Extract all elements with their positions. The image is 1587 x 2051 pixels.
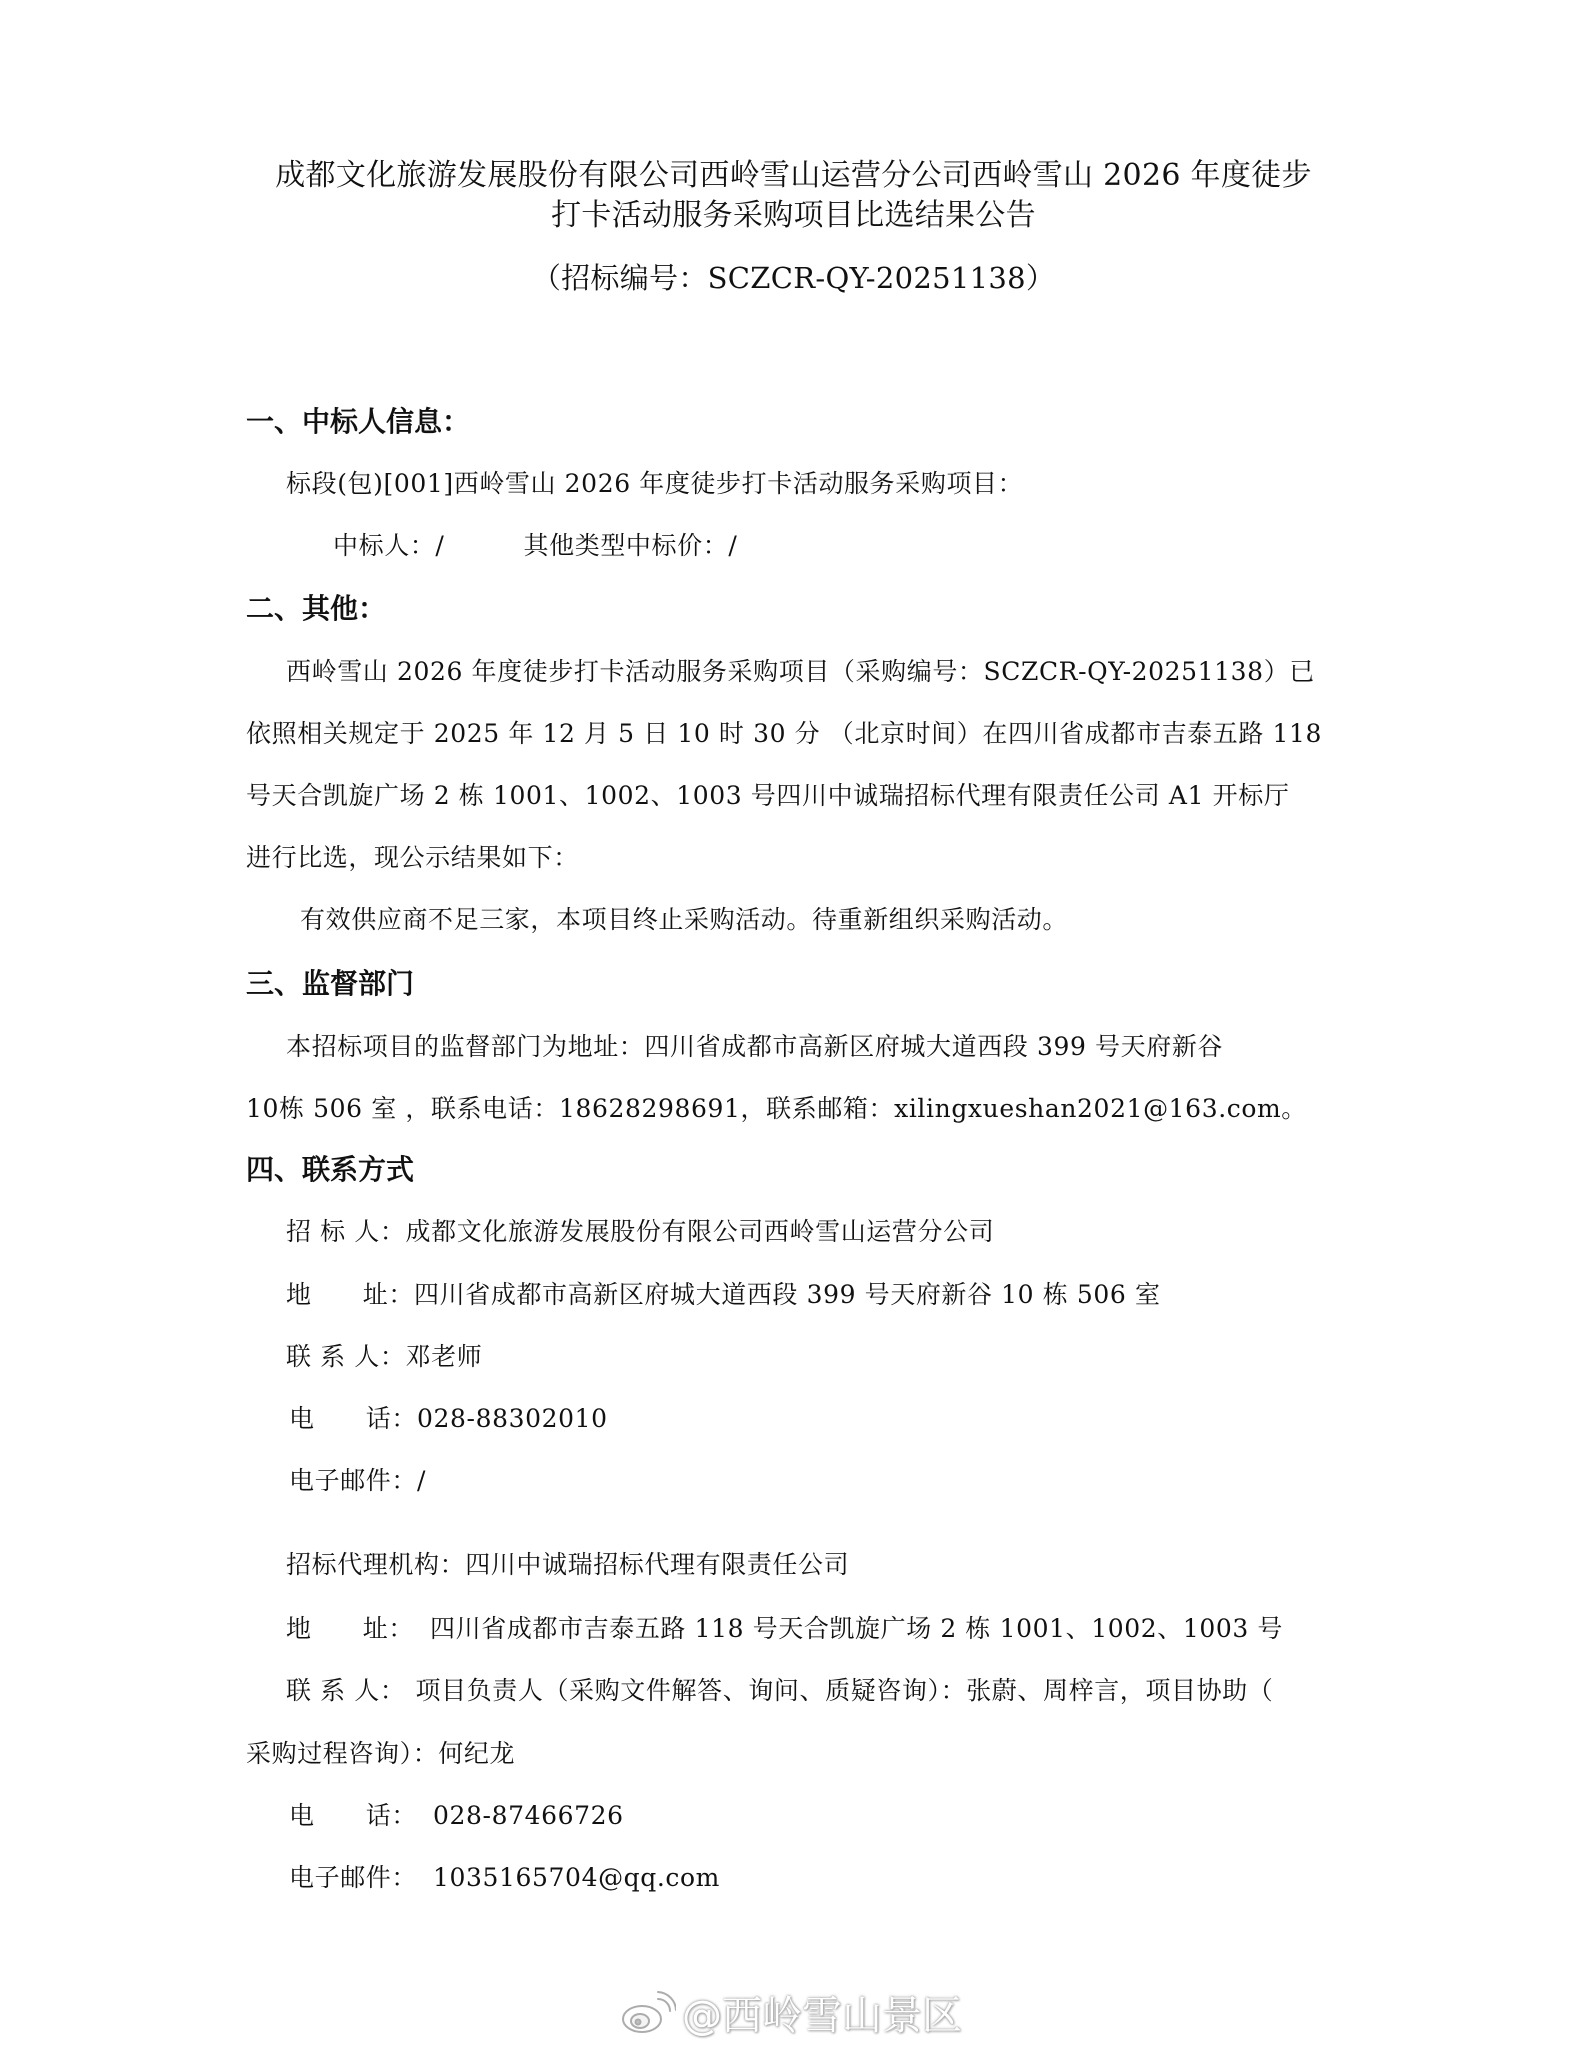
section2-line-4: 进行比选，现公示结果如下： <box>246 843 579 872</box>
section2-line-3: 号天合凯旋广场 2 栋 1001、1002、1003 号四川中诚瑞招标代理有限责任公司 A1 开标厅 <box>246 781 1290 810</box>
agency-contact-value-1: 项目负责人（采购文件解答、询问、质疑咨询）：张蔚、周梓言，项目协助（ <box>415 1676 1274 1705</box>
agency-email-row <box>289 1865 720 1890</box>
agency-email-value: 1035165704@qq.com <box>433 1863 720 1892</box>
agency-email-label: 电子邮件： <box>289 1863 418 1892</box>
price-value: / <box>728 531 738 560</box>
winner-value: / <box>435 531 445 560</box>
title-line-2: 打卡活动服务采购项目比选结果公告 <box>551 198 1036 233</box>
section1-winner-row <box>333 533 737 558</box>
tenderer-name-label: 招 标 人： <box>286 1217 406 1246</box>
section1-heading: 一、中标人信息： <box>246 405 471 438</box>
tenderer-address-label: 地 址： <box>286 1280 415 1309</box>
agency-phone-value: 028-87466726 <box>433 1801 624 1830</box>
section3-heading: 三、监督部门 <box>246 967 415 1000</box>
tenderer-address-value: 四川省成都市高新区府城大道西段 399 号天府新谷 10 栋 506 室 <box>414 1280 1161 1309</box>
agency-name-label: 招标代理机构： <box>286 1550 466 1579</box>
agency-name-value: 四川中诚瑞招标代理有限责任公司 <box>465 1550 850 1579</box>
tenderer-name-row <box>286 1219 994 1244</box>
section1-lot: 标段(包)[001]西岭雪山 2026 年度徒步打卡活动服务采购项目： <box>286 469 1024 498</box>
tenderer-phone-label: 电 话： <box>289 1404 418 1433</box>
watermark-text: @西岭雪山景区 <box>682 1992 962 2039</box>
tenderer-phone-row <box>289 1406 608 1431</box>
agency-contact-row <box>286 1678 1273 1703</box>
agency-address-row <box>286 1616 1283 1641</box>
agency-phone-label: 电 话： <box>289 1801 418 1830</box>
section4-heading: 四、联系方式 <box>246 1153 415 1186</box>
tenderer-name-value: 成都文化旅游发展股份有限公司西岭雪山运营分公司 <box>405 1217 995 1246</box>
tenderer-contact-value: 邓老师 <box>405 1342 483 1371</box>
tender-code: （招标编号：SCZCR-QY-20251138） <box>531 261 1056 295</box>
weibo-watermark <box>620 1988 962 2039</box>
tenderer-contact-row <box>286 1344 482 1369</box>
section3-line-1: 本招标项目的监督部门为地址：四川省成都市高新区府城大道西段 399 号天府新谷 <box>286 1032 1224 1061</box>
tenderer-email-row <box>289 1468 426 1493</box>
winner-label: 中标人： <box>333 531 436 560</box>
title-line-1: 成都文化旅游发展股份有限公司西岭雪山运营分公司西岭雪山 2026 年度徒步 <box>275 158 1312 193</box>
section2-heading: 二、其他： <box>246 592 387 625</box>
section2-line-1: 西岭雪山 2026 年度徒步打卡活动服务采购项目（采购编号：SCZCR-QY-20251138）已 <box>286 657 1315 686</box>
section2-result: 有效供应商不足三家，本项目终止采购活动。待重新组织采购活动。 <box>300 905 1069 934</box>
section2-line-2: 依照相关规定于 2025 年 12 月 5 日 10 时 30 分 （北京时间）在四川省成都市吉泰五路 118 <box>246 719 1323 748</box>
agency-contact-continuation: 采购过程咨询）：何纪龙 <box>246 1739 516 1768</box>
tenderer-email-value: / <box>417 1466 427 1495</box>
section3-line-2: 10栋 506 室 ，联系电话：18628298691，联系邮箱：xilingxueshan2021@163.com。 <box>246 1094 1307 1123</box>
agency-address-value: 四川省成都市吉泰五路 118 号天合凯旋广场 2 栋 1001、1002、1003 号 <box>430 1614 1283 1643</box>
price-label: 其他类型中标价： <box>523 531 729 560</box>
tenderer-address-row <box>286 1282 1161 1307</box>
tenderer-phone-value: 028-88302010 <box>417 1404 608 1433</box>
weibo-icon <box>620 1989 676 2035</box>
agency-name-row <box>286 1552 849 1577</box>
agency-contact-label: 联 系 人： <box>286 1676 406 1705</box>
agency-phone-row <box>289 1803 624 1828</box>
agency-address-label: 地 址： <box>286 1614 415 1643</box>
tenderer-email-label: 电子邮件： <box>289 1466 418 1495</box>
tenderer-contact-label: 联 系 人： <box>286 1342 406 1371</box>
